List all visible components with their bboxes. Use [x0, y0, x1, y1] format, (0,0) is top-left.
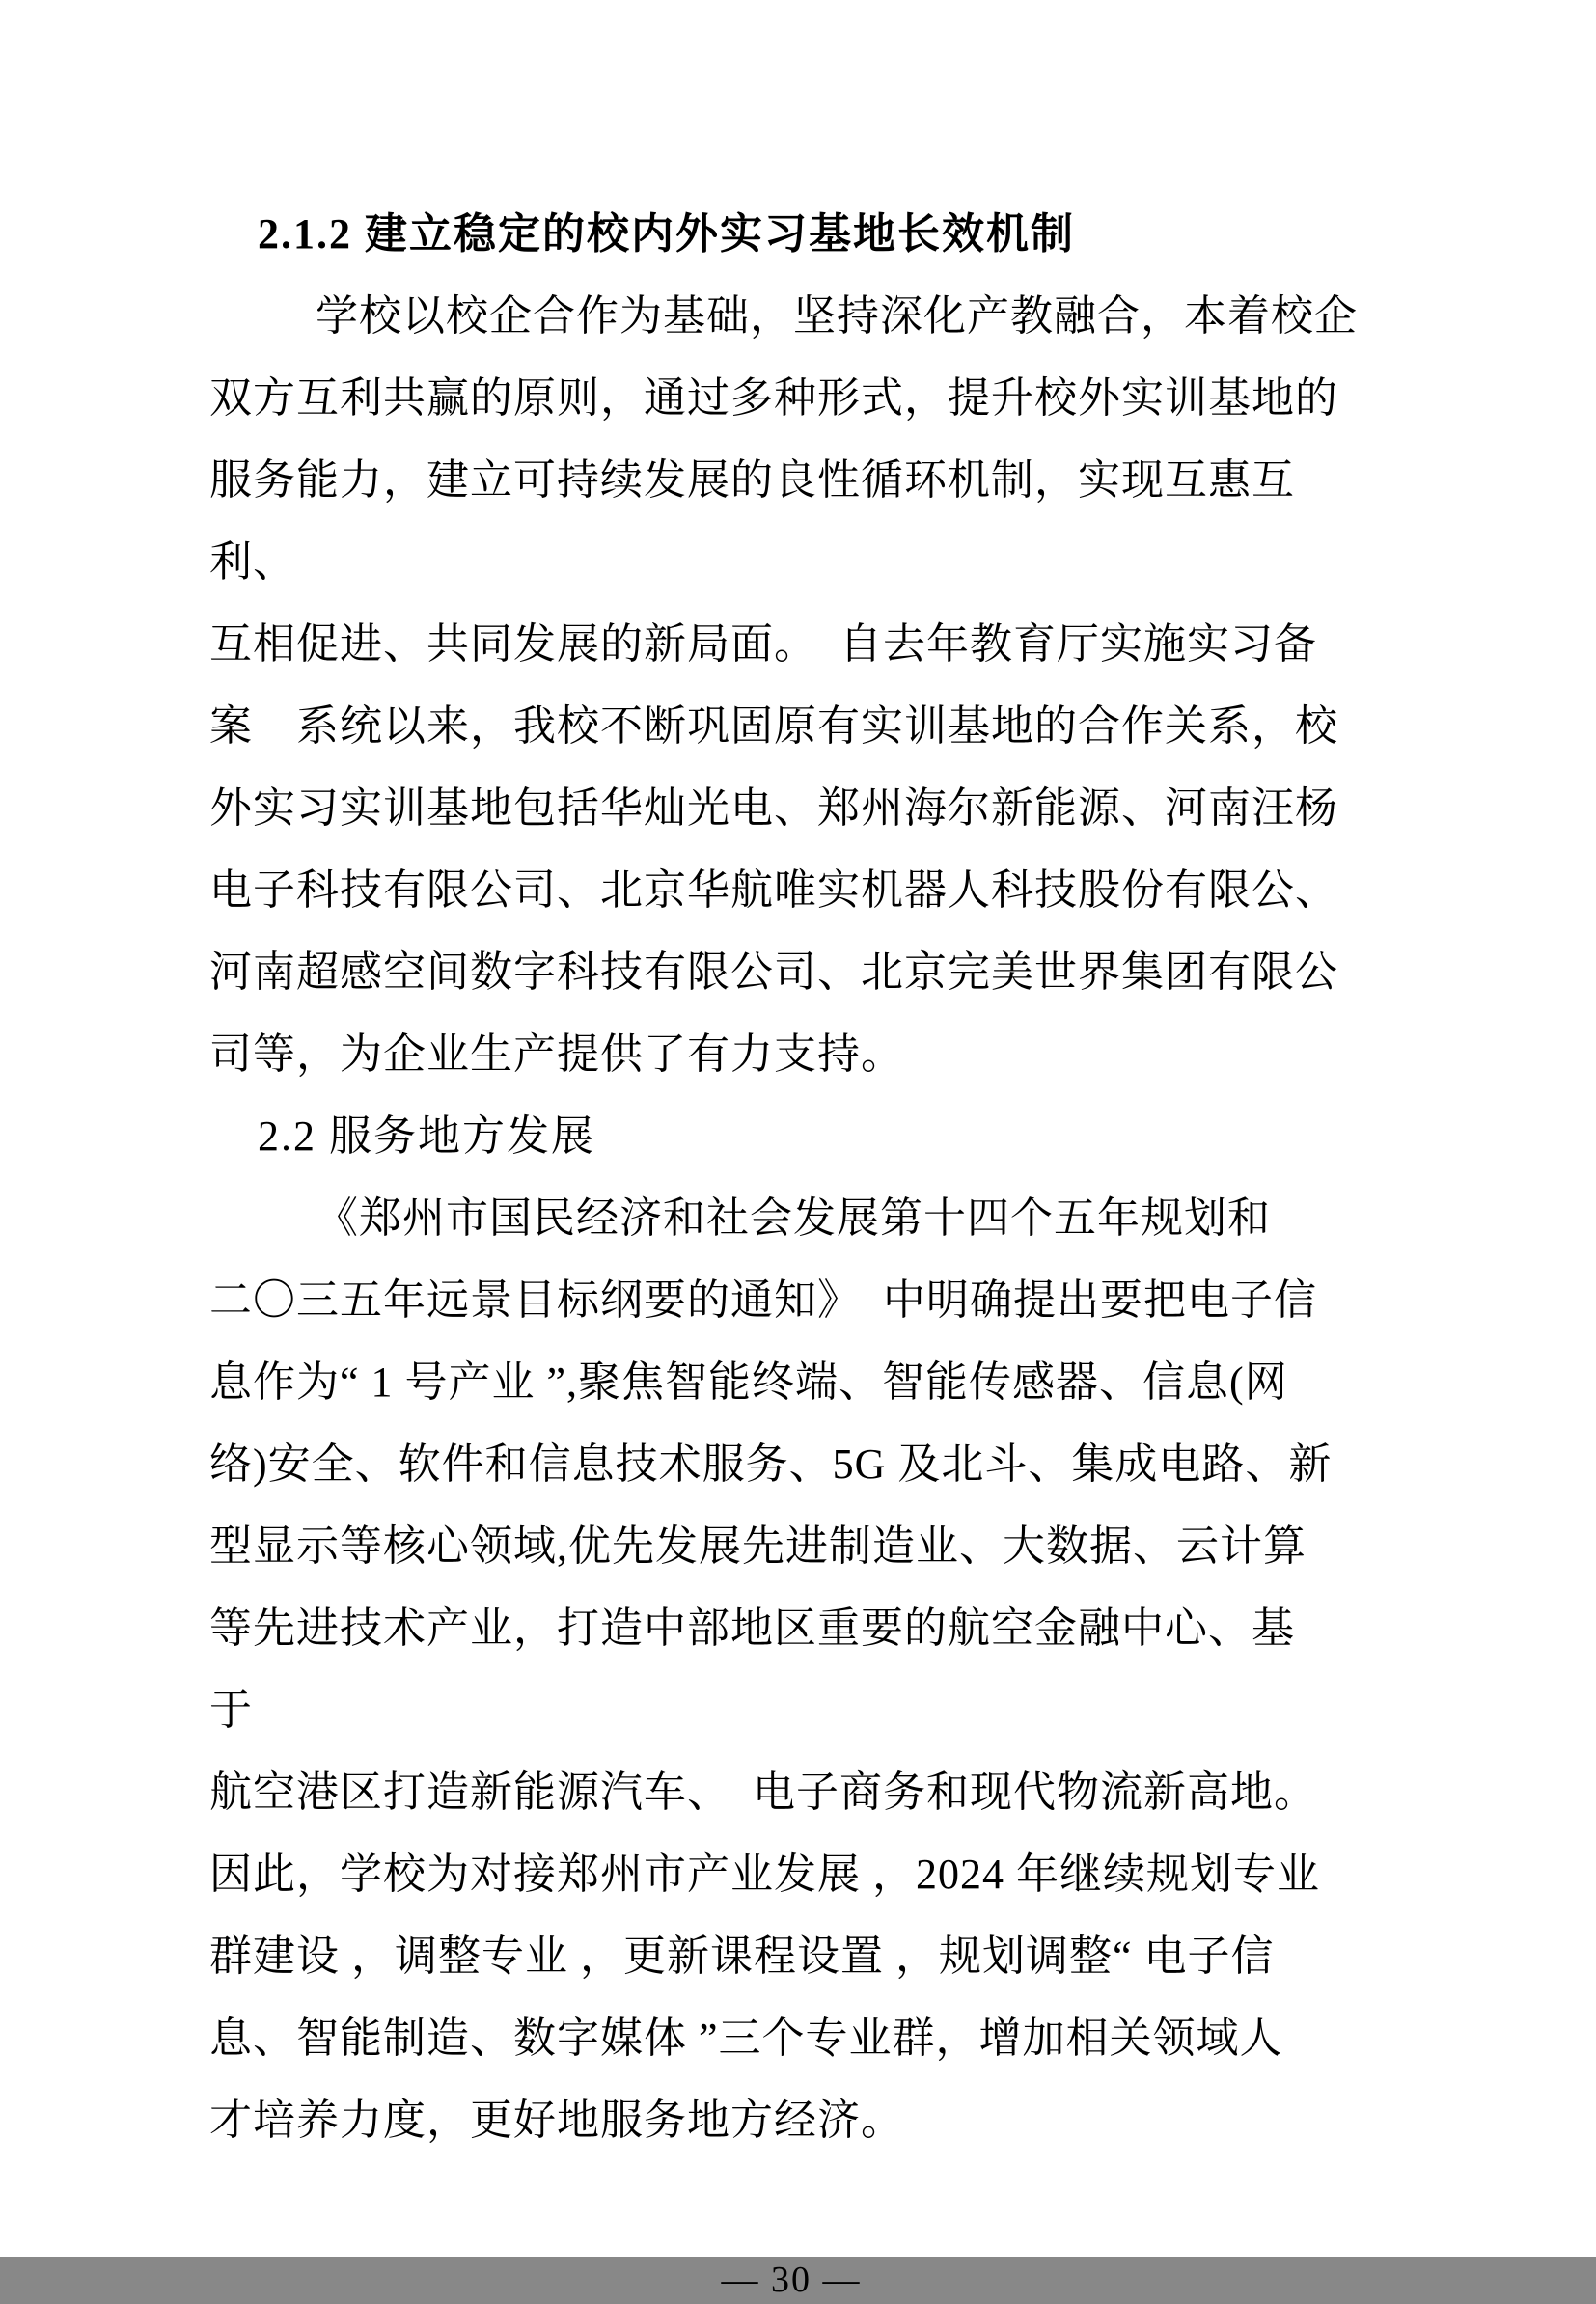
body-line: 服务能力，建立可持续发展的良性循环机制，实现互惠互利、: [209, 456, 1295, 586]
body-line: 群建设 ，调整专业 ，更新课程设置 ，规划调整“ 电子信: [209, 1933, 1275, 1980]
body-line: 外实习实训基地包括华灿光电、郑州海尔新能源、河南汪杨: [209, 784, 1338, 832]
body-line: 航空港区打造新能源汽车、 电子商务和现代物流新高地。: [209, 1769, 1317, 1816]
body-line: 司等，为企业生产提供了有力支持。: [209, 1030, 904, 1078]
body-line: 二〇三五年远景目标纲要的通知》 中明确提出要把电子信: [209, 1276, 1317, 1324]
page-number: — 30 —: [721, 2260, 862, 2300]
body-line: 学校以校企合作为基础，坚持深化产教融合，本着校企: [316, 292, 1358, 340]
body-line: 息、智能制造、数字媒体 ”三个专业群，增加相关领域人: [209, 2015, 1283, 2062]
body-line: 因此，学校为对接郑州市产业发展 ，2024 年继续规划专业: [209, 1851, 1320, 1898]
body-line: 等先进技术产业，打造中部地区重要的航空金融中心、基 于: [209, 1605, 1338, 1734]
body-line: 案 系统以来，我校不断巩固原有实训基地的合作关系，校: [209, 702, 1338, 750]
section-heading-2-2: 2.2 服务地方发展: [258, 1112, 595, 1160]
body-line: 电子科技有限公司、北京华航唯实机器人科技股份有限公、: [209, 866, 1338, 914]
section-heading-2-1-2: 2.1.2 建立稳定的校内外实习基地长效机制: [258, 210, 1075, 258]
body-line: 双方互利共赢的原则，通过多种形式，提升校外实训基地的: [209, 374, 1338, 422]
body-line: 型显示等核心领域,优先发展先进制造业、大数据、云计算: [209, 1522, 1307, 1570]
body-line: 息作为“ 1 号产业 ”,聚焦智能终端、智能传感器、信息(网: [209, 1358, 1288, 1406]
body-line: 互相促进、共同发展的新局面。 自去年教育厅实施实习备: [209, 620, 1317, 668]
body-line: 才培养力度，更好地服务地方经济。: [209, 2097, 904, 2144]
body-line: 《郑州市国民经济和社会发展第十四个五年规划和: [316, 1194, 1271, 1242]
body-line: 河南超感空间数字科技有限公司、北京完美世界集团有限公: [209, 948, 1338, 996]
body-line: 络)安全、软件和信息技术服务、5G 及北斗、集成电路、新: [209, 1440, 1333, 1488]
